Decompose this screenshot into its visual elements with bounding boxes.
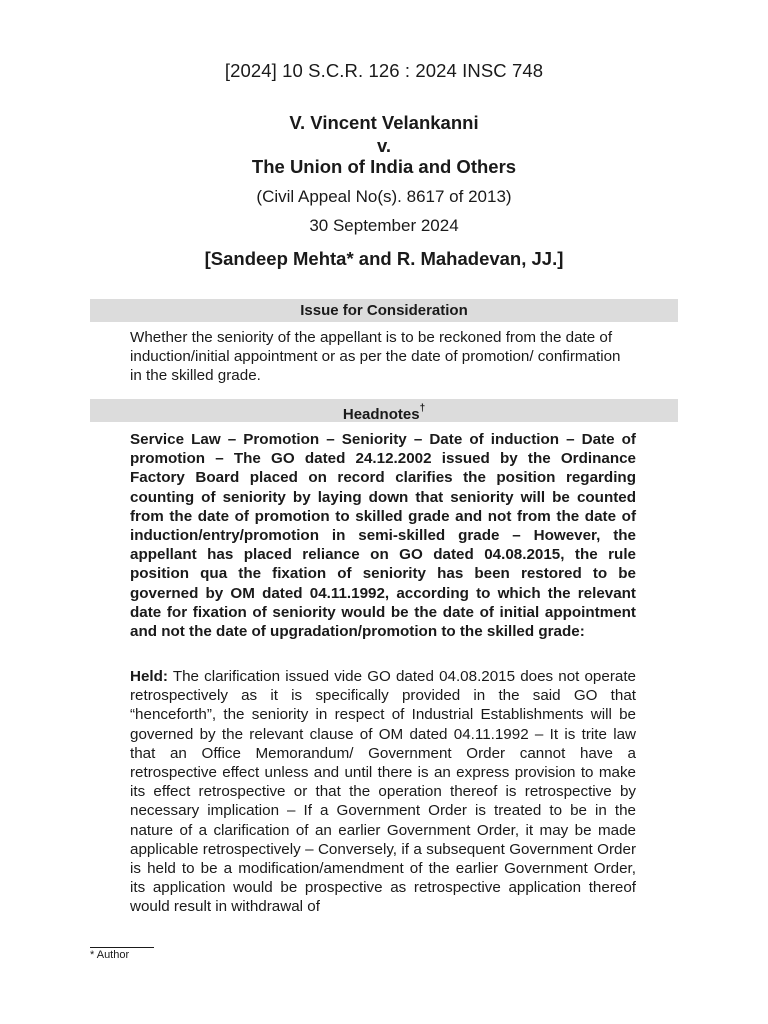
versus-marker: v. xyxy=(376,135,392,156)
held-label: Held: xyxy=(130,668,168,685)
respondent-name: The Union of India and Others xyxy=(251,156,517,177)
issue-heading: Issue for Consideration xyxy=(300,302,468,319)
footnote: * Author xyxy=(90,949,130,961)
held-text: The clarification issued vide GO dated 04.08.2015 does not operate retrospectively as it is specifically provided in the said GO that “henceforth”, the seniority in respect of Industrial Establishments will be governed by the relevant clause of OM dated 04.11.1992 – It is trite law that an Office Memorandum/ Government Order cannot have a retrospective effect unless and until there is an express provision to make its effect retrospective or that the operation thereof is retrospective by necessary implication – If a Government Order is treated to be in the nature of a clarification of an earlier Government Order, it may be made applicable retrospectively – Conversely, if a subsequent Government Order is held to be a modification/amendment of the earlier Government Order, its application would be prospective as retrospective application thereof would result in withdrawal of xyxy=(130,668,636,916)
issue-heading-band xyxy=(90,299,678,322)
footnote-divider xyxy=(90,947,154,948)
bench-composition: [Sandeep Mehta* and R. Mahadevan, JJ.] xyxy=(204,248,564,269)
headnote-summary: Service Law – Promotion – Seniority – Date of induction – Date of promotion – The GO dated 24.12.2002 issued by the Ordinance Factory Board placed on record clarifies the position regarding counting of seniority by laying down that seniority will be counted from the date of promotion to skilled grade and not from the date of induction/entry/promotion in semi-skilled grade – However, the appellant has placed reliance on GO dated 04.08.2015, the rule position qua the fixation of seniority has been restored to be governed by OM dated 04.11.1992, according to which the relevant date for fixation of seniority would be the date of initial appointment and not the date of upgradation/promotion to the skilled grade: xyxy=(130,431,636,641)
issue-text: Whether the seniority of the appellant is to be reckoned from the date of induction/initial appointment or as per the date of promotion/ confirmation in the skilled grade. xyxy=(130,329,621,385)
report-citation: [2024] 10 S.C.R. 126 : 2024 INSC 748 xyxy=(224,60,544,81)
case-number: (Civil Appeal No(s). 8617 of 2013) xyxy=(256,187,512,206)
headnotes-heading-band xyxy=(90,399,678,422)
judgment-date: 30 September 2024 xyxy=(309,216,459,235)
held-paragraph xyxy=(130,667,636,917)
appellant-name: V. Vincent Velankanni xyxy=(289,112,479,133)
headnotes-heading: Headnotes xyxy=(342,406,420,423)
dagger-mark: † xyxy=(419,403,426,414)
